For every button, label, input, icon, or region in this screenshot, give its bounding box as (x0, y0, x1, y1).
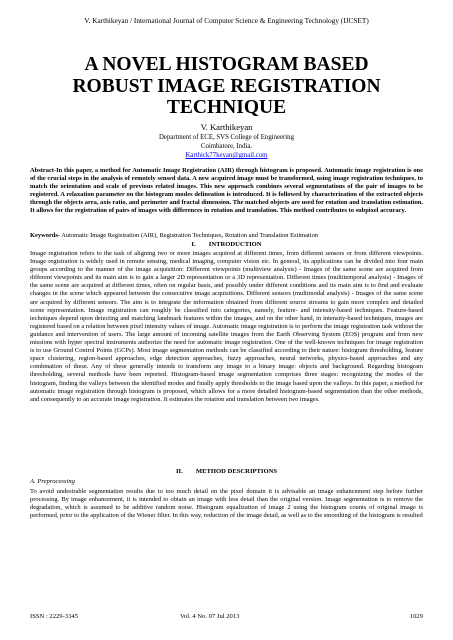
affiliation-line: Department of ECE, SVS College of Engineering (159, 134, 294, 141)
paper-title (30, 54, 423, 119)
footer-page-number: 1029 (409, 613, 423, 620)
subsection-heading-preprocessing: A. Preprocessing (30, 478, 75, 485)
footer-issn: ISSN : 2229-3345 (30, 613, 78, 620)
introduction-text: Image registration refers to the task of aligning two or more images acquired at different times, from different sensors or from different viewpoints. Image registration is widely used in remote sensing, medical imaging, computer vision etc. In general, its applications can be divided into four main groups according to the manner of the image acquisition: Different viewpoints (multiview analysis) - Images of the same scene are acquired from different viewpoints and its main aim is to gain a larger 2D representation or a 3D representation. Different times (multitemporal analysis) - Images of the same scene are acquired at different times, often on regular basis, and possibly under different conditions and its main aim is to find and evaluate changes in the scene which appeared between the consecutive image acquisitions. Different sensors (multimodal analysis) - Images of the same scene are acquired by different sensors. The aim is to integrate the information obtained from different source streams to gain more complex and detailed scene representation. Image registration can roughly be classified into categories, namely, feature- and intensity-based techniques. Feature-based techniques depend upon detecting and matching landmark features within the images, and on the other hand, in intensity-based techniques, images are registered based on a relation between pixel intensity values of image. Automatic image registration is to perform the image registration task without the guidance and intervention of users. The large amount of incoming satellite images from the Earth Observing System (EOS) program and from new missions with hyper spectral instruments authorize the need for automatic image registration. One of the well-known techniques for image registration is to use Ground Control Points (GCPs). Most image segmentation methods can be classified according to their nature: histogram thresholding, feature space clustering, region-based approaches, edge detection approaches, fuzzy approaches, neural networks, physics-based approaches and any combination of these. Any of these generally intends to transform any image to a binary image: objects and background. Regarding histogram thresholding, several methods have been reported. Histogram-based image segmentation comprises three stages: recognizing the modes of the histogram, finding the valleys between the identified modes and finally apply thresholds to the image based upon the valleys. In this paper, a method for automatic image registration through histogram is proposed, which allows for a more detailed histogram-based segmentation than the other methods, and consequently to an accurate image registration. It estimates the rotation and translation between two images. (30, 250, 423, 403)
title-line: TECHNIQUE (166, 97, 287, 118)
preprocessing-text: To avoid undesirable segmentation results due to too much detail on the pixel domain it is advisable an image enhancement step before further processing. By image enhancement, it is intended to obtain an image with less detail than the original version. Image segmentation is to remove the degradation, which is assumed to be additive random noise. Histogram equalization of image 2 using the histogram counts of original image is performed, prior to the application of the Wiener filter. In this way, reduction of the image detail, as well as to the smoothing of the histogram is resulted (30, 488, 423, 520)
footer-volume: Vol. 4 No. 07 Jul 2013 (180, 613, 240, 620)
section-heading-introduction: I. INTRODUCTION (191, 241, 262, 248)
running-head: V. Karthikeyan / International Journal of Computer Science & Engineering Technology (IJCSET) (84, 16, 369, 25)
keywords (30, 232, 423, 240)
keywords-text: Automatic Image Registration (AIR), Registration Techniques, Rotation and Translation Estimation (60, 232, 319, 239)
abstract: Abstract-In this paper, a method for Automatic Image Registration (AIR) through histogram is proposed. Automatic image registration is one of the crucial steps in the analysis of remotely sensed data. A new acquired image must be transformed, using image registration techniques, to match the orientation and scale of previous related images. This new approach combines several segmentations of the pair of images to be registered. A relaxation parameter on the histogram modes delineation is introduced. It is followed by characterization of the extracted objects through the objects area, axis ratio, and perimeter and fractal dimension. The matched objects are used for rotation and translation estimation. It allows for the registration of pairs of images with differences in rotation and translation. This method contributes to subpixel accuracy. (30, 167, 423, 215)
author-email-link[interactable]: Karthick77keyan@gmail.com (185, 152, 268, 159)
author-block (0, 122, 453, 160)
keywords-label: Keywords- (30, 232, 61, 239)
title-line: A NOVEL HISTOGRAM BASED (84, 54, 369, 75)
affiliation-line: Coimbatore, India. (200, 143, 253, 150)
title-line: ROBUST IMAGE REGISTRATION (72, 75, 381, 97)
author-name: V. Karthikeyan (200, 122, 253, 132)
section-heading-methods: II. METHOD DESCRIPTIONS (175, 468, 278, 475)
